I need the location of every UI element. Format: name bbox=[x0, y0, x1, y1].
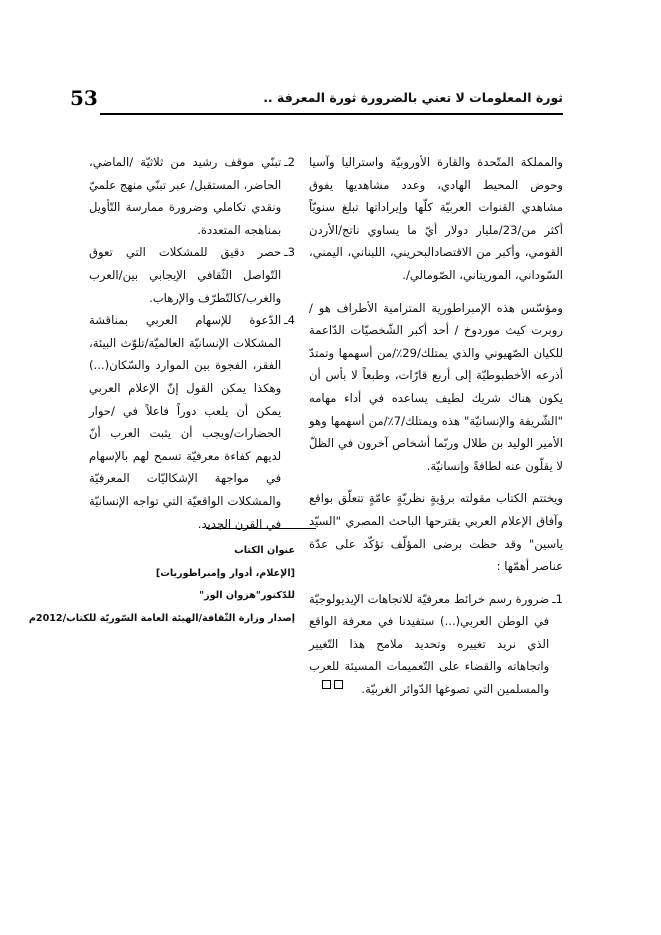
list-text: ضرورة رسم خرائط معرفيّة للاتجاهات الإيديولوجيّة في الوطن العربي(...) ستفيدنا في معرفة الواقع الذي نريد تغييره وتحديد ملامح هذا التّغيير واتجاهاته والقضاء على التّعميمات المسيئة للعرب والمسلمين التي تصوغها الدّوائر الغربيّة. bbox=[309, 591, 550, 697]
book-info-label: عنوان الكتاب bbox=[234, 545, 295, 556]
list-number: 4ـ bbox=[284, 313, 295, 328]
list-text: الدّعوة للإسهام العربي بمناقشة المشكلات الإنسانيّة العالميّة/تلوّث البيئة، الفقر، الفجوة بين الموارد والسّكان(...) وهكذا يمكن القول إنّ الإعلام العربي يمكن أن يلعب دوراً فاعلاً في /حوار الحضارات/ويجب أن يثبت العرب أنّ لديهم كفاءة معرفيّة تسمح لهم بالإسهام في مواجهة الإشكاليّات المعرفيّة والمشكلات الواقعيّة التي تواجه الإنسانيّة في القرن الجديد. bbox=[89, 313, 282, 531]
list-item-4 bbox=[89, 309, 295, 535]
paragraph-sky-network: والمملكة المتّحدة والقارة الأوروبيّة واستراليا وآسيا وحوض المحيط الهادي، وعدد مشاهديها يفوق مشاهدي القنوات العربيّة كلّها وإيراداتها تبلغ سنويّاً أكثر من/23/مليار دولار أيّ ما يساوي ناتج/الأردن القومي، وأكبر من الاقتصادالبحريني، اللبناني، اليمني، السّوداني، الموريتاني، الصّومالي/. bbox=[309, 155, 563, 282]
list-text: تبنّي موقف رشيد من ثلاثيّة /الماضي، الحاضر، المستقبل/ عبر تبنّي منهج علميّ ونقدي تكاملي وضرورة ممارسة التّأويل بمناهجه المتعددة. bbox=[89, 155, 282, 237]
right-column bbox=[309, 151, 563, 701]
left-column bbox=[89, 151, 295, 535]
book-info bbox=[28, 540, 295, 630]
paragraph-conclusion: ويختتم الكتاب مقولته برؤيةٍ نظريّةٍ عامّةٍ تتعلّق بواقع وآفاق الإعلام العربي يقترحها الباحث المصري "السيّد ياسين" وقد حظت برضى المؤلّف تؤكّد على عدّة عناصر أهمّها : bbox=[309, 491, 563, 574]
list-number: 2ـ bbox=[284, 155, 295, 169]
page-number: 53 bbox=[70, 86, 98, 110]
list-number: 3ـ bbox=[284, 245, 295, 260]
list-item-3 bbox=[89, 241, 295, 309]
paragraph-murdoch: ومؤسّس هذه الإمبراطورية المترامية الأطراف هو /روبرت كيث موردوخ / أحد أكبر الشّخصيّات الدّاعمة للكيان الصّهيوني والذي يمتلك/29٪/من أسهمها وتمتدّ أذرعه الأخطبوطيّة إلى أربع قارّات، وطبعاً لا بأس أن يكون هناك شريك لطيف يساعده في أداء مهامه "الشّريفة والإنسانيّة" هذه ويمتلك/7٪/من أسهمها وهو الأمير الوليد بن طلال وربّما أشخاص آخرون في الظلّ لا يقلّون عنه لطافةً وإنسانيّة. bbox=[309, 300, 563, 473]
running-title: ثورة المعلومات لا تعني بالضرورة ثورة المعرفة .. bbox=[263, 90, 563, 105]
end-square-icon bbox=[334, 680, 343, 689]
end-square-icon bbox=[322, 680, 331, 689]
book-publisher: إصدار وزارة الثّقافة/الهيئة العامة السّوريّة للكتاب/2012م bbox=[28, 612, 295, 624]
list-item-1 bbox=[309, 588, 563, 701]
list-item-2 bbox=[89, 151, 295, 241]
book-info-rule bbox=[206, 528, 316, 529]
book-title: [الإعلام، أدوار وإمبراطوريات] bbox=[155, 567, 295, 579]
book-author: للدّكتور"هزوان الوز" bbox=[199, 590, 295, 601]
end-of-article-marks bbox=[322, 680, 343, 689]
list-number: 1ـ bbox=[552, 591, 563, 606]
header-rule bbox=[100, 113, 563, 115]
list-text: حصر دقيق للمشكلات التي تعوق التّواصل الثّقافي الإيجابي بين/العرب والغرب/كالتّطرّف والإرهاب. bbox=[89, 245, 282, 305]
